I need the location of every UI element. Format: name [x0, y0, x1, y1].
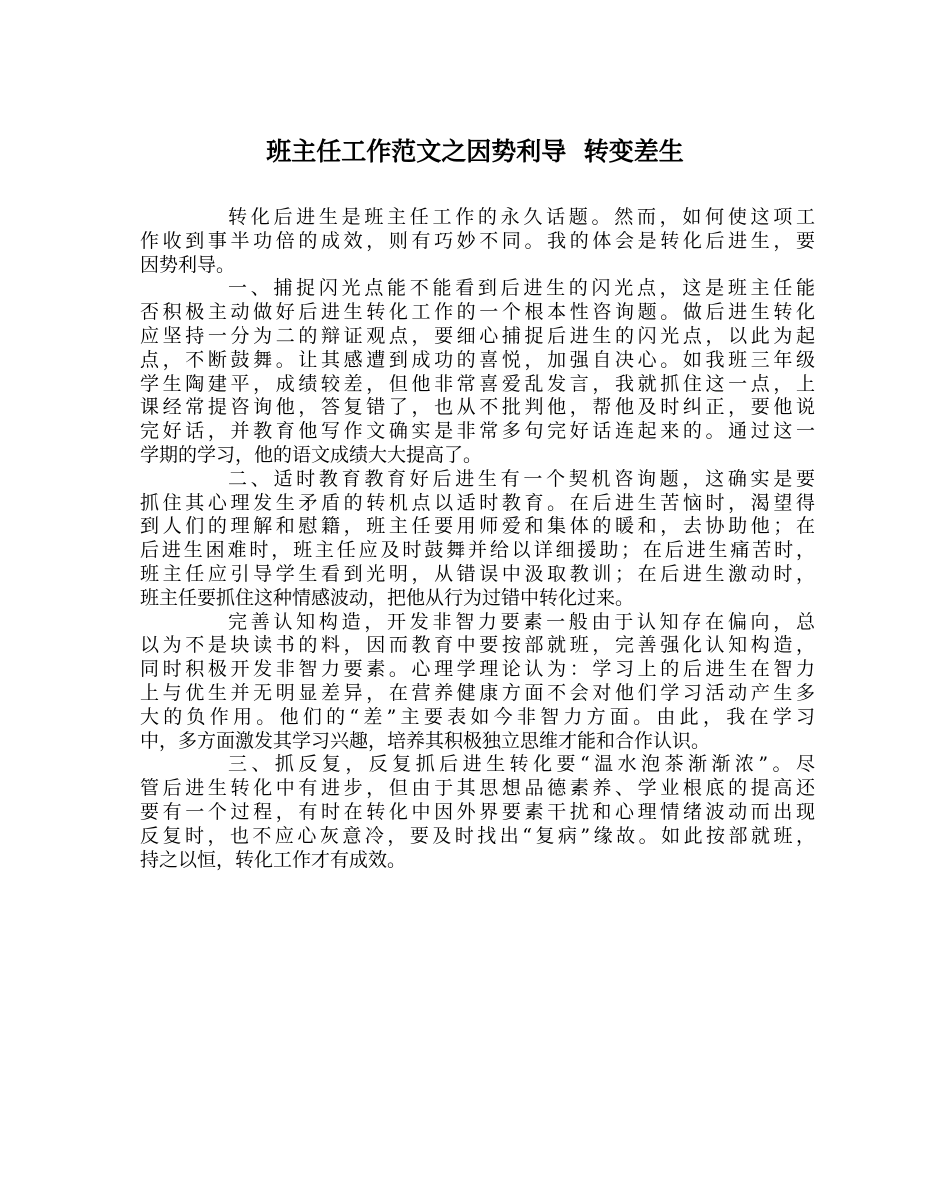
paragraph-line: 后进生困难时，班主任应及时鼓舞并给以详细援助；在后进生痛苦时， [140, 539, 815, 562]
paragraph-line: 中，多方面激发其学习兴趣，培养其积极独立思维才能和合作认识。 [140, 729, 711, 752]
document-body [140, 206, 815, 872]
paragraph-line: 管后进生转化中有进步，但由于其思想品德素养、学业根底的提高还 [140, 777, 815, 800]
paragraph-line: 班主任应引导学生看到光明，从错误中汲取教训；在后进生激动时， [140, 562, 815, 585]
paragraph-line: 作收到事半功倍的成效，则有巧妙不同。我的体会是转化后进生，要 [140, 229, 815, 252]
paragraph-line: 应坚持一分为二的辩证观点，要细心捕捉后进生的闪光点，以此为起 [140, 324, 815, 347]
paragraph-line: 完善认知构造，开发非智力要素一般由于认知存在偏向，总 [228, 610, 815, 633]
paragraph-line: 同时积极开发非智力要素。心理学理论认为：学习上的后进生在智力 [140, 658, 815, 681]
paragraph-line: 学生陶建平，成绩较差，但他非常喜爱乱发言，我就抓住这一点，上 [140, 372, 815, 395]
paragraph-line: 学期的学习，他的语文成绩大大提高了。 [140, 443, 483, 466]
paragraph-line: 一、捕捉闪光点能不能看到后进生的闪光点，这是班主任能 [228, 277, 815, 300]
paragraph-section-2 [140, 468, 815, 611]
paragraph-section-4 [140, 753, 815, 872]
paragraph-intro [140, 206, 815, 277]
document-title: 班主任工作范文之因势利导 转变差生 [266, 137, 684, 166]
paragraph-line: 抓住其心理发生矛盾的转机点以适时教育。在后进生苦恼时，渴望得 [140, 491, 815, 514]
paragraph-line: 完好话，并教育他写作文确实是非常多句完好话连起来的。通过这一 [140, 420, 815, 443]
paragraph-line: 上与优生并无明显差异，在营养健康方面不会对他们学习活动产生多 [140, 681, 815, 704]
paragraph-line: 大的负作用。他们的“差”主要表如今非智力方面。由此，我在学习 [140, 705, 815, 728]
paragraph-section-1 [140, 277, 815, 467]
paragraph-section-3 [140, 611, 815, 754]
paragraph-line: 转化后进生是班主任工作的永久话题。然而，如何使这项工 [228, 206, 815, 228]
paragraph-line: 班主任要抓住这种情感波动，把他从行为过错中转化过来。 [140, 586, 635, 609]
paragraph-line: 点，不断鼓舞。让其感遭到成功的喜悦，加强自决心。如我班三年级 [140, 348, 815, 371]
paragraph-line: 持之以恒，转化工作才有成效。 [140, 848, 407, 871]
paragraph-line: 到人们的理解和慰籍，班主任要用师爱和集体的暖和，去协助他；在 [140, 515, 815, 538]
paragraph-line: 反复时，也不应心灰意冷，要及时找出“复病”缘故。如此按部就班， [140, 824, 815, 847]
paragraph-line: 以为不是块读书的料，因而教育中要按部就班，完善强化认知构造， [140, 634, 815, 657]
paragraph-line: 因势利导。 [140, 253, 236, 276]
paragraph-line: 课经常提咨询他，答复错了，也从不批判他，帮他及时纠正，要他说 [140, 396, 815, 419]
paragraph-line: 要有一个过程，有时在转化中因外界要素干扰和心理情绪波动而出现 [140, 800, 815, 823]
paragraph-line: 二、适时教育教育好后进生有一个契机咨询题，这确实是要 [228, 467, 815, 490]
paragraph-line: 否积极主动做好后进生转化工作的一个根本性咨询题。做后进生转化 [140, 301, 815, 324]
paragraph-line: 三、抓反复，反复抓后进生转化要“温水泡茶渐渐浓”。尽 [228, 753, 815, 776]
